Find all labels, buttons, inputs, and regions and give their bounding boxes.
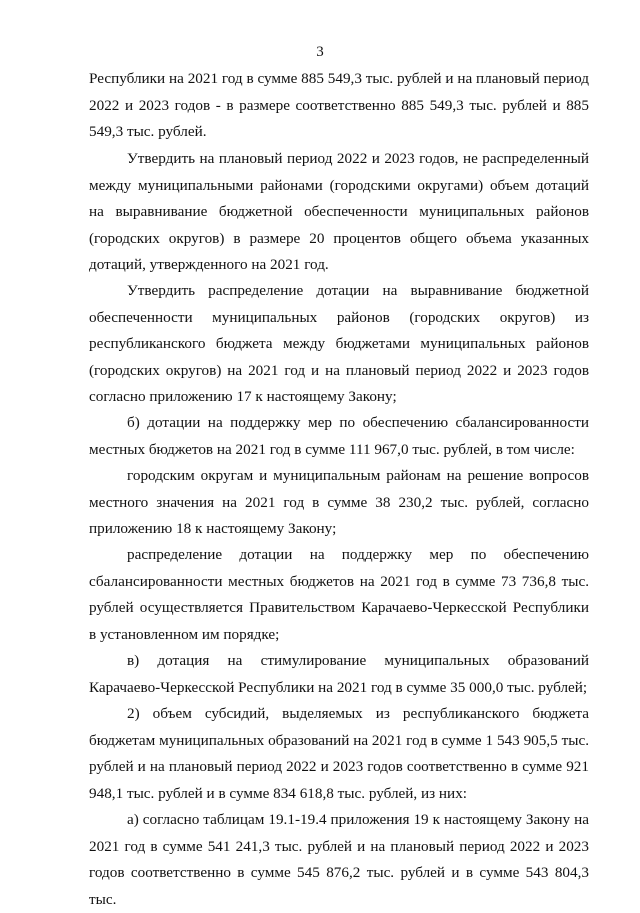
paragraph-distribution-government: распределение дотации на поддержку мер по обеспечению сбалансированности местных бюджетов на 2021 год в сумме 73 736,8 тыс. рублей осуществляется Правительством Карачаево-Черкесской Республики в установленном им порядке; [89, 546, 589, 643]
paragraph-continuation: Республики на 2021 год в сумме 885 549,3 тыс. рублей и на плановый период 2022 и 2023 годов - в размере соответственно 885 549,3 тыс. рублей и 885 549,3 тыс. рублей. [89, 70, 589, 140]
paragraph-item-a: а) согласно таблицам 19.1-19.4 приложения 19 к настоящему Закону на 2021 год в сумме 541 241,3 тыс. рублей и на плановый период 2022 и 2023 годов соответственно в сумме 545 876,2 тыс. рублей и в сумме 543 804,3 тыс. [89, 811, 589, 908]
paragraph-local-issues: городским округам и муниципальным районам на решение вопросов местного значения на 2021 год в сумме 38 230,2 тыс. рублей, согласно приложению 18 к настоящему Закону; [89, 467, 589, 537]
page-number: 3 [316, 44, 324, 60]
paragraph-subsidies: 2) объем субсидий, выделяемых из республиканского бюджета бюджетам муниципальных образований на 2021 год в сумме 1 543 905,5 тыс. рублей и на плановый период 2022 и 2023 годов соответственно в сумме 921 948,1 тыс. рублей и в сумме 834 618,8 тыс. рублей, из них: [89, 705, 589, 802]
paragraph-grant-distribution: Утвердить распределение дотации на выравнивание бюджетной обеспеченности муниципальных районов (городских округов) из республиканского бюджета между бюджетами муниципальных районов (городских округов) на 2021 год и на плановый период 2022 и 2023 годов согласно приложению 17 к настоящему Закону; [89, 282, 589, 405]
paragraph-item-v: в) дотация на стимулирование муниципальных образований Карачаево-Черкесской Республики на 2021 год в сумме 35 000,0 тыс. рублей; [89, 652, 589, 696]
paragraph-item-b: б) дотации на поддержку мер по обеспечению сбалансированности местных бюджетов на 2021 год в сумме 111 967,0 тыс. рублей, в том числе: [89, 414, 589, 458]
paragraph-undistributed-grants: Утвердить на плановый период 2022 и 2023 годов, не распределенный между муниципальными районами (городскими округами) объем дотаций на выравнивание бюджетной обеспеченности муниципальных районов (городских округов) в размере 20 процентов общего объема указанных дотаций, утвержденного на 2021 год. [89, 150, 589, 273]
